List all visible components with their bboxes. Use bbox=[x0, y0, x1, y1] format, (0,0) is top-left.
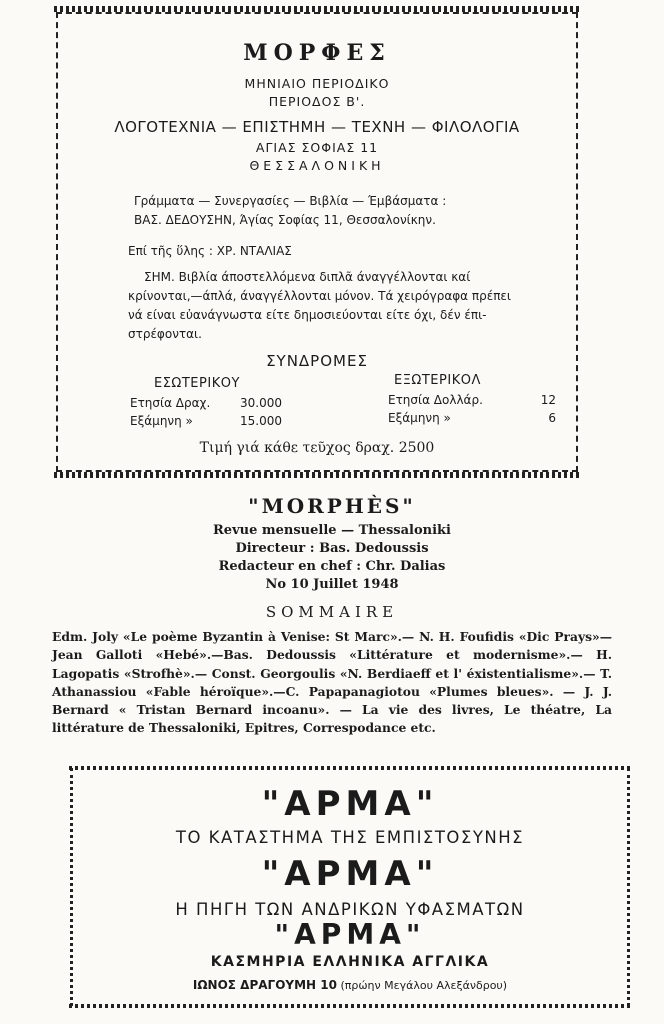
foreign-heading: ΕΞΩΤΕΡΙΚΟΛ bbox=[394, 373, 481, 388]
french-line-directeur: Directeur : Bas. Dedoussis bbox=[235, 541, 429, 556]
domestic-annual-value: 30.000 bbox=[240, 396, 282, 410]
advert-brand-3: "ΑΡΜΑ" bbox=[274, 918, 426, 951]
advert-line-1: ΤΟ ΚΑΤΑΣΤΗΜΑ ΤΗΣ ΕΜΠΙΣΤΟΣΥΝΗΣ bbox=[175, 828, 525, 847]
contact-line-1: Γράμματα — Συνεργασίες — Βιβλία — Έμβάσματα : bbox=[134, 194, 447, 208]
advert-line-3: ΚΑΣΜΗΡΙΑ ΕΛΛΗΝΙΚΑ ΑΓΓΛΙΚΑ bbox=[210, 954, 490, 970]
magazine-info-box bbox=[56, 12, 578, 472]
arma-advert-box bbox=[70, 768, 630, 1006]
subscriptions-title: ΣΥΝΔΡΟΜΕΣ bbox=[266, 352, 368, 370]
french-title: "MORPHÈS" bbox=[248, 494, 416, 518]
advert-brand-1: "ΑΡΜΑ" bbox=[261, 784, 439, 824]
magazine-address-city: ΘΕΣΣΑΛΟΝΙΚΗ bbox=[249, 158, 385, 173]
advert-line-2: Η ΠΗΓΗ ΤΩΝ ΑΝΔΡΙΚΩΝ ΥΦΑΣΜΑΤΩΝ bbox=[175, 900, 525, 919]
note-line-4: στρέφονται. bbox=[128, 327, 202, 341]
domestic-half-row bbox=[130, 414, 282, 428]
advert-address-main: ΙΩΝΟΣ ΔΡΑΓΟΥΜΗ 10 bbox=[192, 978, 337, 992]
domestic-annual-label: Ετησία Δραχ. bbox=[130, 396, 211, 410]
domestic-annual-row bbox=[130, 396, 282, 410]
advert-border-top bbox=[69, 766, 631, 770]
advert-address bbox=[73, 978, 627, 992]
advert-address-note: (πρώην Μεγάλου Αλεξάνδρου) bbox=[340, 979, 508, 992]
domestic-half-label: Εξάμηνη » bbox=[130, 414, 193, 428]
foreign-annual-value: 12 bbox=[540, 393, 556, 407]
domestic-half-value: 15.000 bbox=[240, 414, 282, 428]
magazine-subtitle-monthly: ΜΗΝΙΑΙΟ ΠΕΡΙΟΔΙΚΟ bbox=[244, 76, 390, 91]
french-line-redacteur: Redacteur en chef : Chr. Dalias bbox=[218, 559, 446, 574]
note-line-1: ΣΗΜ. Βιβλία άποστελλόμενα διπλᾶ άναγγέλλονται καί bbox=[144, 270, 471, 284]
domestic-heading: ΕΣΩΤΕΡΙΚΟΥ bbox=[154, 376, 240, 391]
border-ornament-bottom bbox=[54, 472, 580, 478]
border-ornament-top bbox=[54, 6, 580, 12]
note-line-2: κρίνονται,—άπλά, άναγγέλλονται μόνον. Τά χειρόγραφα πρέπει bbox=[128, 289, 511, 303]
magazine-subtitle-period: ΠΕΡΙΟΔΟΣ Β'. bbox=[268, 94, 366, 109]
advert-border-bottom bbox=[69, 1004, 631, 1008]
sommaire-body: Edm. Joly «Le poème Byzantin à Venise: St Marc».— N. H. Foufidis «Dic Prays»—Jean Galloti «Hebé».—Bas. Dedoussis «Littérature et modernisme».— H. Lagopatis «Strofhè».— Const. Georgoulis «N. Berdiaeff et l' éxistentialisme».— T. Athanassiou «Fable héroïque».—C. Papapanagiotou «Plumes bleues». — J. J. Bernard « Tristan Bernard incoanu». — La vie des livres, Le théatre, La littérature de Thessaloniki, Epitres, Correspodance etc. bbox=[52, 629, 612, 736]
advert-brand-2: "ΑΡΜΑ" bbox=[261, 854, 439, 894]
foreign-half-value: 6 bbox=[548, 411, 556, 425]
french-line-revue: Revue mensuelle — Thessaloniki bbox=[213, 523, 451, 538]
sommaire-heading: SOMMAIRE bbox=[265, 603, 399, 621]
editor-line: Επί τῆς ὕλης : ΧΡ. ΝΤΑΛΙΑΣ bbox=[128, 244, 292, 258]
magazine-fields: ΛΟΓΟΤΕΧΝΙΑ — ΕΠΙΣΤΗΜΗ — ΤΕΧΝΗ — ΦΙΛΟΛΟΓΙΑ bbox=[114, 118, 520, 136]
magazine-address-street: ΑΓΙΑΣ ΣΟΦΙΑΣ 11 bbox=[255, 140, 379, 155]
note-line-3: νά είναι εὐανάγνωστα είτε δημοσιεύονται είτε όχι, δέν έπι- bbox=[128, 308, 487, 322]
french-line-issue: No 10 Juillet 1948 bbox=[265, 577, 399, 592]
foreign-half-row bbox=[388, 411, 556, 425]
foreign-half-label: Εξάμηνη » bbox=[388, 411, 451, 425]
foreign-annual-label: Ετησία Δολλάρ. bbox=[388, 393, 483, 407]
issue-price: Τιμή γιά κάθε τεῦχος δραχ. 2500 bbox=[199, 440, 435, 456]
magazine-title: ΜΟΡΦΕΣ bbox=[243, 40, 391, 66]
contact-line-2: ΒΑΣ. ΔΕΔΟΥΣΗΝ, Άγίας Σοφίας 11, Θεσσαλονίκην. bbox=[134, 213, 436, 227]
foreign-annual-row bbox=[388, 393, 556, 407]
